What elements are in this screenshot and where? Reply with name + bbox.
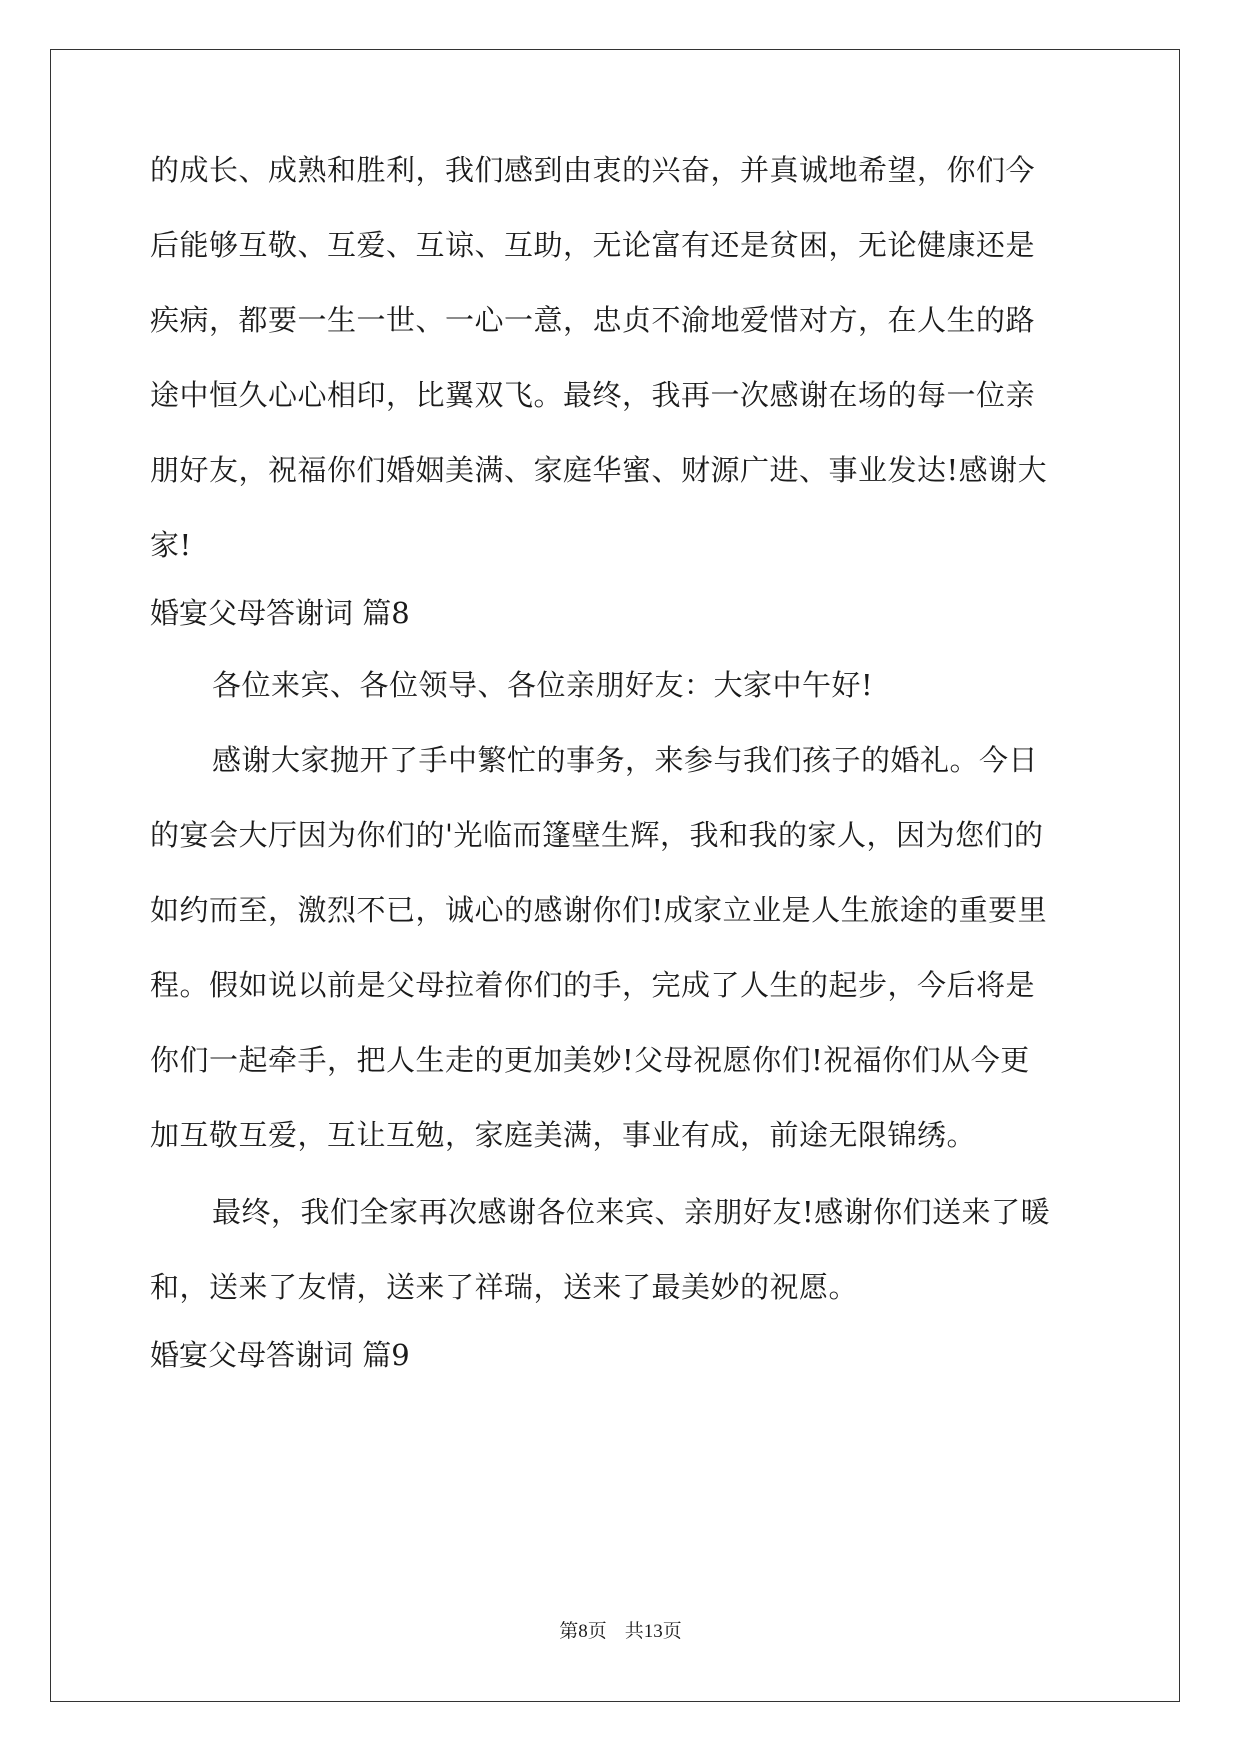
paragraph-line: 你们一起牵手，把人生走的更加美妙!父母祝愿你们!祝福你们从今更 bbox=[150, 1043, 1030, 1077]
section-heading: 婚宴父母答谢词 篇9 bbox=[150, 1338, 410, 1372]
paragraph-line: 家! bbox=[150, 528, 192, 562]
page-total: 共13页 bbox=[624, 1621, 682, 1642]
paragraph-line: 和，送来了友情，送来了祥瑞，送来了最美妙的祝愿。 bbox=[150, 1270, 859, 1304]
paragraph-line: 朋好友，祝福你们婚姻美满、家庭华蜜、财源广进、事业发达!感谢大 bbox=[150, 453, 1048, 487]
paragraph-line: 程。假如说以前是父母拉着你们的手，完成了人生的起步，今后将是 bbox=[150, 968, 1036, 1002]
paragraph-line: 感谢大家抛开了手中繁忙的事务，来参与我们孩子的婚礼。今日 bbox=[212, 743, 1039, 777]
paragraph-line: 各位来宾、各位领导、各位亲朋好友：大家中午好! bbox=[212, 668, 874, 702]
paragraph-line: 如约而至，激烈不已，诚心的感谢你们!成家立业是人生旅途的重要里 bbox=[150, 893, 1048, 927]
paragraph-line: 加互敬互爱，互让互勉，家庭美满，事业有成，前途无限锦绣。 bbox=[150, 1118, 977, 1152]
page-footer bbox=[0, 1616, 1241, 1643]
paragraph-line: 的成长、成熟和胜利，我们感到由衷的兴奋，并真诚地希望，你们今 bbox=[150, 153, 1036, 187]
paragraph-line: 后能够互敬、互爱、互谅、互助，无论富有还是贫困，无论健康还是 bbox=[150, 228, 1036, 262]
page-border bbox=[50, 49, 1180, 1702]
section-heading: 婚宴父母答谢词 篇8 bbox=[150, 596, 410, 630]
page-number: 第8页 bbox=[559, 1621, 607, 1642]
paragraph-line: 最终，我们全家再次感谢各位来宾、亲朋好友!感谢你们送来了暖 bbox=[212, 1195, 1051, 1229]
paragraph-line: 途中恒久心心相印，比翼双飞。最终，我再一次感谢在场的每一位亲 bbox=[150, 378, 1036, 412]
paragraph-line: 疾病，都要一生一世、一心一意，忠贞不渝地爱惜对方，在人生的路 bbox=[150, 303, 1036, 337]
paragraph-line: 的宴会大厅因为你们的'光临而篷壁生辉，我和我的家人，因为您们的 bbox=[150, 818, 1044, 852]
